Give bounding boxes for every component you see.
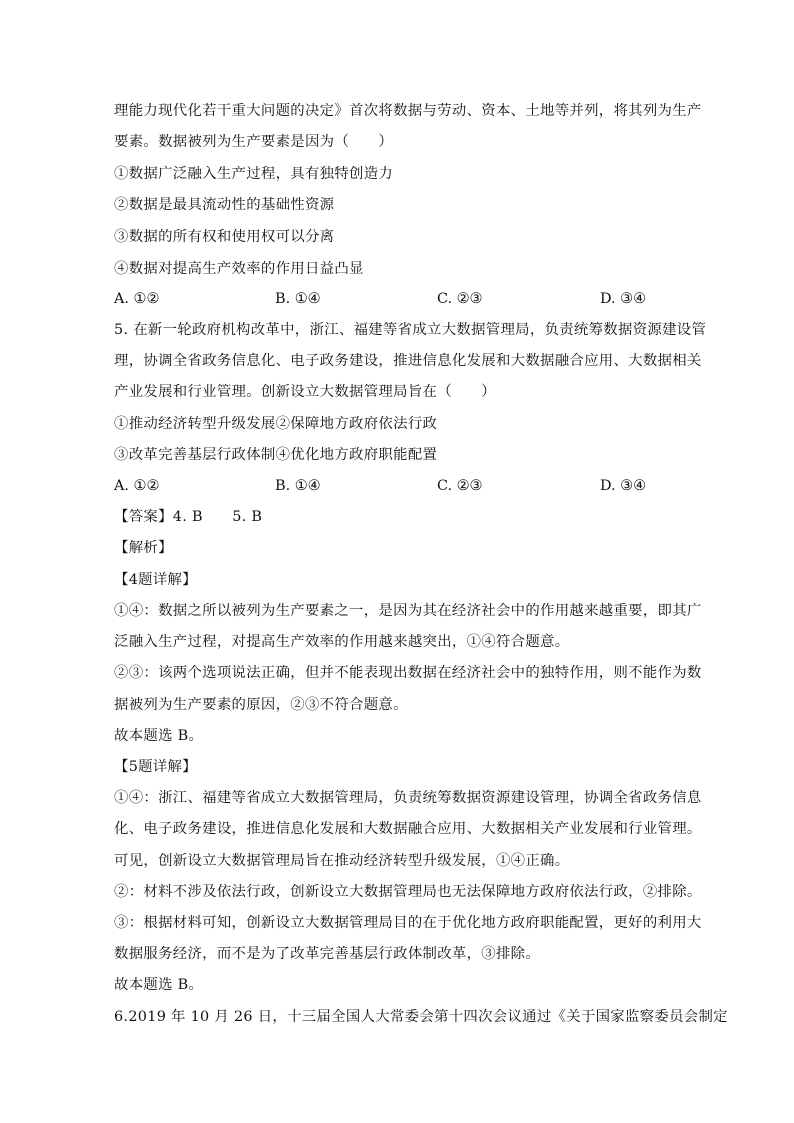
answer-line: 【答案】4. B 5. B [114,509,263,525]
q4-detail-line-1: ①④：数据之所以被列为生产要素之一，是因为其在经济社会中的作用越来越重要，即其广 [114,603,702,619]
q4-stem-line-1: 理能力现代化若干重大问题的决定》首次将数据与劳动、资本、土地等并列，将其列为生产 [114,103,702,119]
q4-stem-line-2: 要素。数据被列为生产要素是因为（ ） [114,134,394,150]
q4-option-c: C. ②③ [437,291,483,307]
q5-detail-line-5: ③：根据材料可知，创新设立大数据管理局目的在于优化地方政府职能配置，更好的利用大 [114,915,702,931]
q4-detail-line-5: 故本题选 B。 [114,728,204,744]
q5-stem-line-3: 产业发展和行业管理。创新设立大数据管理局旨在（ ） [114,384,496,400]
q5-detail-line-7: 故本题选 B。 [114,977,204,993]
q5-item-1: ①推动经济转型升级发展②保障地方政府依法行政 [114,416,438,432]
q4-option-a: A. ①② [114,291,160,307]
q4-item-4: ④数据对提高生产效率的作用日益凸显 [114,261,364,277]
q5-option-d: D. ③④ [600,478,646,494]
q4-option-d: D. ③④ [600,291,646,307]
q4-detail-line-2: 泛融入生产过程，对提高生产效率的作用越来越突出，①④符合题意。 [114,634,570,650]
q6-stem-line-1: 6.2019 年 10 月 26 日，十三届全国人大常委会第十四次会议通过《关于国家监察委员会制定 [114,1009,728,1025]
q4-item-2: ②数据是最具流动性的基础性资源 [114,197,335,213]
q5-detail-line-2: 化、电子政务建设，推进信息化发展和大数据融合应用、大数据相关产业发展和行业管理。 [114,821,702,837]
q5-option-b: B. ①④ [275,478,321,494]
q4-detail-heading: 【4题详解】 [114,572,197,588]
q4-option-b: B. ①④ [275,291,321,307]
q5-option-a: A. ①② [114,478,160,494]
q4-item-1: ①数据广泛融入生产过程，具有独特创造力 [114,166,394,182]
q5-detail-line-1: ①④：浙江、福建等省成立大数据管理局，负责统筹数据资源建设管理，协调全省政务信息 [114,790,702,806]
q5-stem-line-1: 5. 在新一轮政府机构改革中，浙江、福建等省成立大数据管理局，负责统筹数据资源建设管 [114,322,707,338]
q4-item-3: ③数据的所有权和使用权可以分离 [114,229,335,245]
analysis-label: 【解析】 [114,540,173,556]
q5-detail-heading: 【5题详解】 [114,759,197,775]
q5-detail-line-4: ②：材料不涉及依法行政，创新设立大数据管理局也无法保障地方政府依法行政，②排除。 [114,884,702,900]
q5-detail-line-3: 可见，创新设立大数据管理局旨在推动经济转型升级发展，①④正确。 [114,853,570,869]
q5-option-c: C. ②③ [437,478,483,494]
q4-detail-line-4: 据被列为生产要素的原因，②③不符合题意。 [114,697,408,713]
q4-detail-line-3: ②③：该两个选项说法正确，但并不能表现出数据在经济社会中的独特作用，则不能作为数 [114,665,702,681]
q5-item-2: ③改革完善基层行政体制④优化地方政府职能配置 [114,447,438,463]
q5-detail-line-6: 数据服务经济，而不是为了改革完善基层行政体制改革，③排除。 [114,946,541,962]
q5-stem-line-2: 理，协调全省政务信息化、电子政务建设，推进信息化发展和大数据融合应用、大数据相关 [114,353,702,369]
